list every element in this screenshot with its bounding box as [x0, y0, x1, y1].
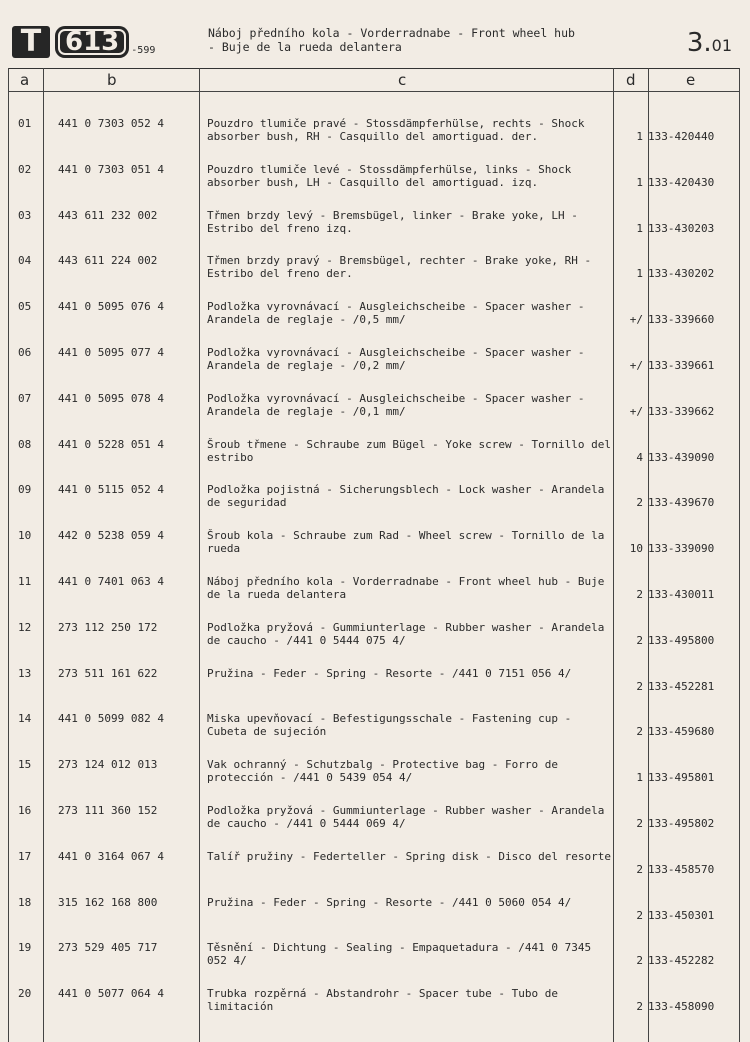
cell-a: 08: [18, 437, 32, 451]
cell-c: Podložka vyrovnávací - Ausgleichscheibe - Spacer washer - Arandela de reglaje - /0,1 mm/: [207, 391, 585, 418]
cell-a: 19: [18, 941, 32, 955]
cell-e: 133-339662: [648, 404, 715, 418]
cell-d: 2: [636, 679, 643, 693]
table-row: [8, 251, 740, 297]
table-row: [8, 526, 740, 572]
table-row: [8, 709, 740, 755]
table-row: [8, 206, 740, 252]
parts-catalog-page: [8, 18, 740, 1042]
cell-e: 133-420440: [648, 130, 715, 143]
table-row: [8, 938, 740, 984]
column-header-a: a: [20, 71, 30, 89]
cell-e: 133-452282: [648, 954, 715, 968]
cell-d: 1: [636, 221, 643, 235]
cell-e: 133-459680: [648, 725, 715, 739]
cell-b: 443 611 224 002: [58, 254, 158, 268]
cell-d: +/: [629, 358, 643, 372]
section-title-line-1: Náboj předního kola - Vorderradnabe - Front wheel hub: [208, 26, 575, 40]
table-row: [8, 480, 740, 526]
cell-d: 2: [636, 496, 643, 510]
cell-b: 273 529 405 717: [58, 941, 158, 955]
cell-c: Talíř pružiny - Federteller - Spring disk - Disco del resorte: [207, 849, 611, 863]
table-row: [8, 435, 740, 481]
cell-a: 06: [18, 345, 32, 359]
table-header: [8, 69, 740, 92]
cell-d: 1: [636, 175, 643, 189]
cell-c: Trubka rozpěrná - Abstandrohr - Spacer tube - Tubo de limitación: [207, 987, 558, 1014]
column-header-e: e: [686, 71, 696, 89]
cell-d: 2: [636, 954, 643, 968]
cell-c: Podložka vyrovnávací - Ausgleichscheibe - Spacer washer - Arandela de reglaje - /0,5 mm/: [207, 300, 585, 327]
table-row: [8, 343, 740, 389]
cell-e: 133-495801: [648, 771, 715, 785]
table-row: [8, 618, 740, 664]
column-header-c: c: [398, 71, 407, 89]
cell-a: 02: [18, 162, 32, 176]
table-row: [8, 801, 740, 847]
cell-d: 1: [636, 267, 643, 281]
table-row: [8, 389, 740, 435]
cell-b: 441 0 5228 051 4: [58, 437, 164, 451]
column-header-d: d: [626, 71, 636, 89]
cell-d: 2: [636, 816, 643, 830]
cell-d: 2: [636, 1000, 643, 1014]
cell-c: Těsnění - Dichtung - Sealing - Empaquetadura - /441 0 7345 052 4/: [207, 941, 592, 968]
cell-b: 443 611 232 002: [58, 208, 158, 222]
cell-a: 05: [18, 300, 32, 314]
cell-a: 14: [18, 712, 32, 726]
cell-c: Třmen brzdy pravý - Bremsbügel, rechter - Brake yoke, RH - Estribo del freno der.: [207, 254, 592, 281]
cell-b: 441 0 5095 077 4: [58, 345, 164, 359]
cell-c: Náboj předního kola - Vorderradnabe - Front wheel hub - Buje de la rueda delantera: [207, 574, 605, 601]
cell-d: 4: [636, 450, 643, 464]
cell-b: 273 112 250 172: [58, 620, 158, 634]
cell-a: 16: [18, 803, 32, 817]
logo-letter: T: [12, 26, 50, 58]
cell-a: 01: [18, 117, 32, 130]
cell-e: 133-495800: [648, 633, 715, 647]
logo-variant: -599: [131, 45, 156, 56]
table-row: [8, 572, 740, 618]
cell-e: 133-430011: [648, 587, 715, 601]
cell-d: 2: [636, 862, 643, 876]
cell-c: Šroub kola - Schraube zum Rad - Wheel screw - Tornillo de la rueda: [207, 529, 605, 556]
cell-b: 441 0 5077 064 4: [58, 987, 164, 1001]
cell-a: 12: [18, 620, 32, 634]
cell-c: Pružina - Feder - Spring - Resorte - /441 0 5060 054 4/: [207, 895, 572, 909]
cell-a: 15: [18, 758, 32, 772]
cell-a: 07: [18, 391, 32, 405]
cell-a: 04: [18, 254, 32, 268]
cell-c: Miska upevňovací - Befestigungsschale - Fastening cup - Cubeta de sujeción: [207, 712, 572, 739]
cell-a: 10: [18, 529, 32, 543]
cell-e: 133-430203: [648, 221, 715, 235]
cell-e: 133-420430: [648, 175, 715, 189]
cell-b: 441 0 7401 063 4: [58, 574, 164, 588]
page-number: [687, 28, 732, 58]
cell-c: Podložka vyrovnávací - Ausgleichscheibe - Spacer washer - Arandela de reglaje - /0,2 mm/: [207, 345, 585, 372]
table-row: [8, 160, 740, 206]
cell-a: 20: [18, 987, 32, 1001]
cell-d: 2: [636, 725, 643, 739]
cell-c: Pružina - Feder - Spring - Resorte - /441 0 7151 056 4/: [207, 666, 572, 680]
cell-e: 133-339661: [648, 358, 715, 372]
cell-d: +/: [629, 313, 643, 327]
cell-a: 09: [18, 483, 32, 497]
page-number-sub: 01: [711, 36, 732, 55]
cell-c: Podložka pryžová - Gummiunterlage - Rubber washer - Arandela de caucho - /441 0 5444 069 4/: [207, 803, 605, 830]
page-header: [8, 18, 740, 69]
cell-b: 441 0 5115 052 4: [58, 483, 164, 497]
cell-d: 10: [629, 542, 643, 556]
table-row: [8, 664, 740, 710]
cell-b: 315 162 168 800: [58, 895, 158, 909]
column-header-b: b: [107, 71, 117, 89]
section-title: [208, 26, 575, 54]
cell-d: 2: [636, 587, 643, 601]
cell-d: 1: [636, 130, 643, 143]
cell-c: Podložka pojistná - Sicherungsblech - Lock washer - Arandela de seguridad: [207, 483, 605, 510]
cell-d: 1: [636, 771, 643, 785]
cell-e: 133-458090: [648, 1000, 715, 1014]
tatra-logo: [12, 26, 155, 58]
table-row: [8, 297, 740, 343]
section-title-line-2: - Buje de la rueda delantera: [208, 40, 402, 54]
cell-b: 441 0 7303 051 4: [58, 162, 164, 176]
table-row: [8, 114, 740, 160]
cell-c: Třmen brzdy levý - Bremsbügel, linker - Brake yoke, LH - Estribo del freno izq.: [207, 208, 578, 235]
cell-b: 441 0 5095 078 4: [58, 391, 164, 405]
cell-b: 441 0 5099 082 4: [58, 712, 164, 726]
table-row: [8, 755, 740, 801]
cell-b: 441 0 7303 052 4: [58, 117, 164, 130]
cell-c: Pouzdro tlumiče levé - Stossdämpferhülse, links - Shock absorber bush, LH - Casquillo del amortiguad. izq.: [207, 162, 572, 189]
cell-d: 2: [636, 908, 643, 922]
cell-a: 17: [18, 849, 32, 863]
cell-b: 441 0 3164 067 4: [58, 849, 164, 863]
cell-b: 273 111 360 152: [58, 803, 158, 817]
cell-a: 03: [18, 208, 32, 222]
cell-a: 13: [18, 666, 32, 680]
table-row: [8, 984, 740, 1030]
cell-d: 2: [636, 633, 643, 647]
cell-e: 133-439090: [648, 450, 715, 464]
cell-b: 442 0 5238 059 4: [58, 529, 164, 543]
cell-e: 133-339090: [648, 542, 715, 556]
page-number-main: 3.: [686, 28, 712, 58]
logo-model-number: 613: [55, 26, 129, 58]
cell-e: 133-339660: [648, 313, 715, 327]
table-row: [8, 893, 740, 939]
cell-c: Pouzdro tlumiče pravé - Stossdämpferhülse, rechts - Shock absorber bush, RH - Casquillo del amortiguad. der.: [207, 117, 585, 143]
cell-c: Šroub třmene - Schraube zum Bügel - Yoke screw - Tornillo del estribo: [207, 437, 611, 464]
parts-table-body: [8, 114, 740, 1030]
cell-c: Vak ochranný - Schutzbalg - Protective bag - Forro de protección - /441 0 5439 054 4/: [207, 758, 558, 785]
cell-e: 133-458570: [648, 862, 715, 876]
cell-d: +/: [629, 404, 643, 418]
cell-b: 441 0 5095 076 4: [58, 300, 164, 314]
cell-b: 273 511 161 622: [58, 666, 158, 680]
cell-c: Podložka pryžová - Gummiunterlage - Rubber washer - Arandela de caucho - /441 0 5444 075 4/: [207, 620, 605, 647]
table-row: [8, 847, 740, 893]
cell-b: 273 124 012 013: [58, 758, 158, 772]
cell-e: 133-452281: [648, 679, 715, 693]
cell-e: 133-430202: [648, 267, 715, 281]
cell-e: 133-439670: [648, 496, 715, 510]
cell-a: 18: [18, 895, 32, 909]
cell-e: 133-495802: [648, 816, 715, 830]
cell-e: 133-450301: [648, 908, 715, 922]
cell-a: 11: [18, 574, 32, 588]
